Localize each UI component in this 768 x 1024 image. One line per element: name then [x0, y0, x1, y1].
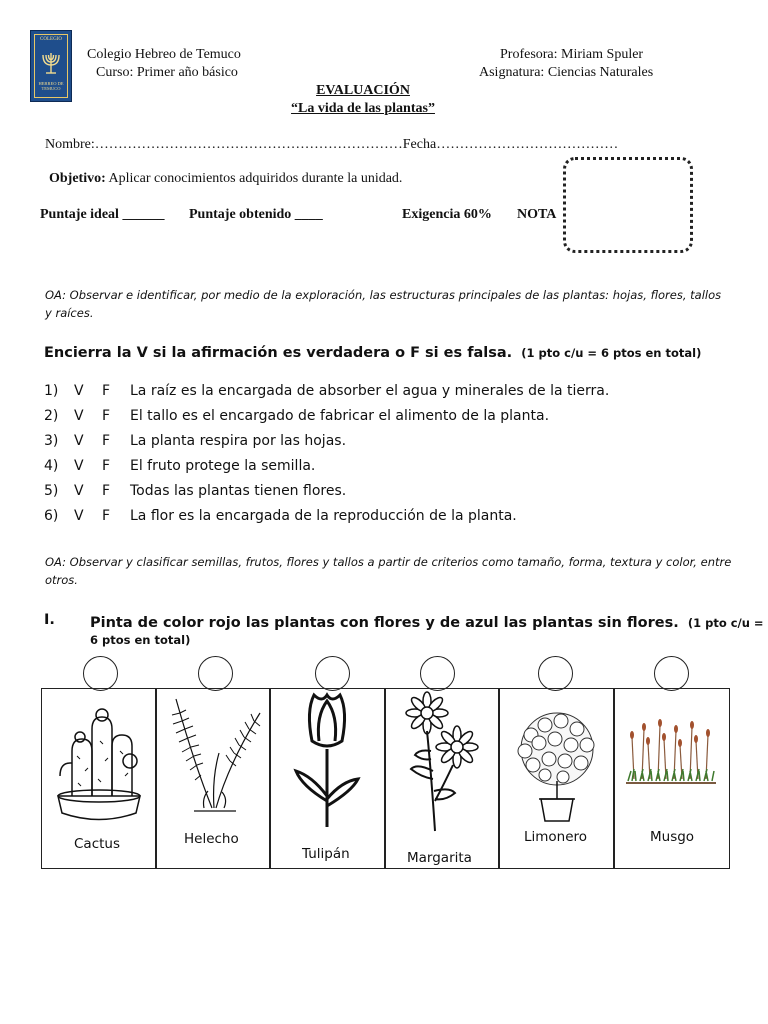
logo-text-bottom: HEBREO DE TEMUCO: [38, 81, 64, 91]
requirement: Exigencia 60%: [402, 207, 492, 222]
true-option[interactable]: V: [74, 483, 84, 499]
true-option[interactable]: V: [74, 408, 84, 424]
date-label: Fecha: [402, 137, 437, 152]
question-text: El tallo es el encargado de fabricar el alimento de la planta.: [130, 408, 550, 424]
plant-name: Musgo: [650, 829, 695, 845]
name-date-line: [45, 137, 618, 153]
school-name: Colegio Hebreo de Temuco: [87, 47, 241, 62]
evaluation-subtitle: “La vida de las plantas”: [291, 101, 435, 116]
teacher: Profesora: Miriam Spuler: [500, 47, 644, 62]
question-item: 2) V F El tallo es el encargado de fabricar el alimento de la planta.: [44, 408, 724, 433]
question-text: La planta respira por las hojas.: [130, 433, 347, 449]
moss-icon: [624, 717, 719, 795]
false-option[interactable]: F: [102, 483, 111, 499]
plant-name: Margarita: [407, 850, 472, 866]
true-option[interactable]: V: [74, 433, 84, 449]
false-option[interactable]: F: [102, 508, 111, 524]
instruction-2-points: (1 pto c/u =: [687, 616, 764, 630]
grade-box[interactable]: [563, 157, 693, 253]
instruction-2: [90, 612, 764, 631]
question-item: 6) V F La flor es la encargada de la reproducción de la planta.: [44, 508, 724, 533]
objective-label: Objetivo:: [49, 171, 106, 186]
menorah-icon: [39, 49, 63, 77]
evaluation-title: EVALUACIÓN: [316, 83, 410, 98]
false-option[interactable]: F: [102, 458, 111, 474]
lemon-tree-icon: [511, 711, 603, 829]
question-item: 4) V F El fruto protege la semilla.: [44, 458, 724, 483]
daisy-icon: [395, 691, 490, 836]
instruction-2-points-cont: 6 ptos en total): [90, 633, 191, 647]
plant-name: Limonero: [524, 829, 588, 845]
nota-label: NOTA: [517, 207, 557, 222]
question-text: La raíz es la encargada de absorber el agua y minerales de la tierra.: [130, 383, 610, 399]
true-option[interactable]: V: [74, 383, 84, 399]
instruction-1: [44, 342, 734, 361]
plant-name: Tulipán: [302, 846, 350, 862]
school-logo: [30, 30, 72, 102]
objective: [49, 171, 402, 187]
instruction-2-text: Pinta de color rojo las plantas con flores y de azul las plantas sin flores.: [90, 615, 679, 631]
color-circle-helecho[interactable]: [198, 656, 233, 691]
subject: Asignatura: Ciencias Naturales: [479, 65, 654, 80]
objective-text: Aplicar conocimientos adquiridos durante la unidad.: [108, 171, 403, 186]
question-text: El fruto protege la semilla.: [130, 458, 316, 474]
section-numeral: I.: [44, 612, 55, 628]
question-text: La flor es la encargada de la reproducción de la planta.: [130, 508, 517, 524]
color-circle-musgo[interactable]: [654, 656, 689, 691]
plant-card-musgo[interactable]: [613, 688, 730, 869]
plant-card-margarita[interactable]: [384, 688, 500, 869]
question-item: 3) V F La planta respira por las hojas.: [44, 433, 724, 458]
color-circle-limonero[interactable]: [538, 656, 573, 691]
false-option[interactable]: F: [102, 433, 111, 449]
course: Curso: Primer año básico: [96, 65, 238, 80]
color-circle-margarita[interactable]: [420, 656, 455, 691]
plant-card-helecho[interactable]: [155, 688, 271, 869]
objective-oa-2: OA: Observar y clasificar semillas, frutos, flores y tallos a partir de criterios como tamaño, forma, textura y color, entre otros.: [45, 555, 732, 587]
name-field[interactable]: …………………………………………………………: [94, 137, 403, 152]
question-list: [44, 383, 724, 533]
ideal-score: Puntaje ideal ______: [40, 207, 165, 222]
name-label: Nombre:: [45, 137, 95, 152]
logo-text-top: COLEGIO: [40, 37, 62, 42]
color-circle-tulipan[interactable]: [315, 656, 350, 691]
false-option[interactable]: F: [102, 383, 111, 399]
fern-icon: [164, 693, 264, 815]
plant-name: Cactus: [74, 836, 121, 852]
date-field[interactable]: …………………………………: [436, 137, 619, 152]
color-circle-cactus[interactable]: [83, 656, 118, 691]
cactus-icon: [50, 701, 148, 831]
plant-card-tulipan[interactable]: [269, 688, 386, 869]
plant-card-limonero[interactable]: [498, 688, 615, 869]
instruction-1-points: (1 pto c/u = 6 ptos en total): [521, 346, 702, 360]
true-option[interactable]: V: [74, 458, 84, 474]
plant-card-cactus[interactable]: [41, 688, 157, 869]
instruction-1-text: Encierra la V si la afirmación es verdadera o F si es falsa.: [44, 345, 513, 361]
obtained-score: Puntaje obtenido ____: [189, 207, 323, 222]
question-item: 5) V F Todas las plantas tienen flores.: [44, 483, 724, 508]
tulip-icon: [292, 691, 362, 831]
false-option[interactable]: F: [102, 408, 111, 424]
question-text: Todas las plantas tienen flores.: [130, 483, 347, 499]
true-option[interactable]: V: [74, 508, 84, 524]
question-item: 1) V F La raíz es la encargada de absorber el agua y minerales de la tierra.: [44, 383, 724, 408]
objective-oa-1: OA: Observar e identificar, por medio de la exploración, las estructuras principales de las plantas: hojas, flores, tallos y raíces.: [45, 288, 722, 320]
plant-name: Helecho: [184, 831, 239, 847]
